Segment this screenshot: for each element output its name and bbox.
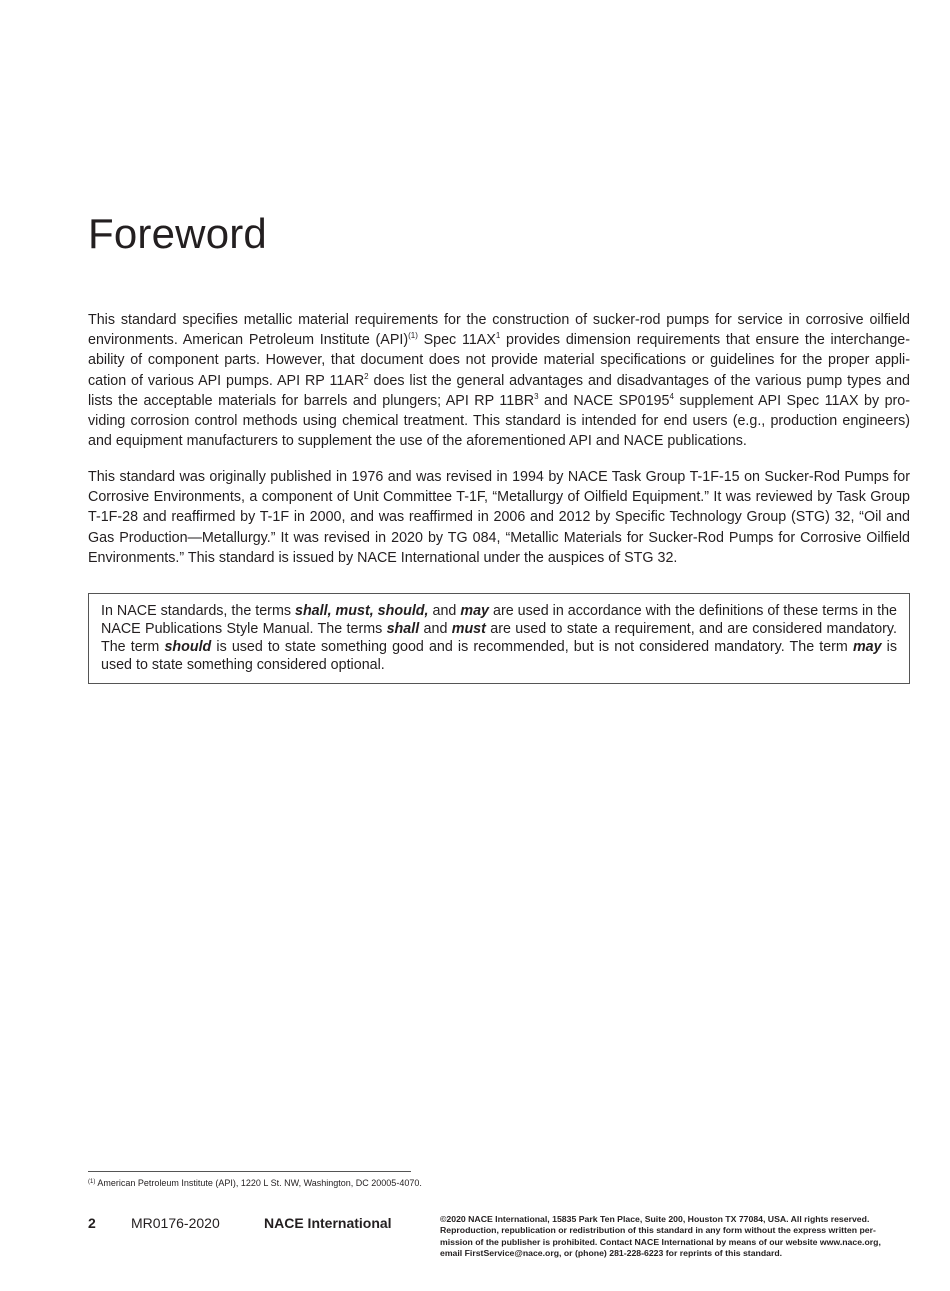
footnote-text: American Petroleum Institute (API), 1220 L St. NW, Washington, DC 20005-4070.	[95, 1178, 422, 1188]
p1-text-b: Spec 11AX	[417, 332, 496, 349]
note-text: In NACE standards, the terms	[101, 603, 295, 619]
reference-1[interactable]: 1	[495, 331, 501, 341]
p1-text-a: This standard specifies metallic material requirements for the construction of sucker-rod pumps for service in corrosive oilfield environments. American Petroleum Institute (API)	[88, 312, 910, 349]
p1-text-f: supplement API Spec 11AX by pro-viding corrosion control methods using chemical treatment. This standard is intended for end users (e.g., production engineers) and equipment manufacturers to supplement the use of the aforementioned API and NACE publications.	[88, 392, 910, 450]
organization-name: NACE International	[264, 1215, 392, 1231]
p1-text-e: and NACE SP0195	[538, 392, 670, 409]
note-keyword: shall	[386, 621, 420, 637]
foreword-paragraph-1	[88, 310, 910, 451]
note-keyword: must	[451, 621, 486, 637]
standard-id: MR0176-2020	[131, 1215, 220, 1231]
footnote-ref-1[interactable]: (1)	[408, 331, 418, 341]
p1-text-c: provides dimension requirements that ensure the interchange-ability of component parts. However, that document does not provide material specifications or guidelines for the proper appli-cation of various API pumps. API RP 11AR	[88, 332, 910, 389]
footnote-divider	[88, 1171, 411, 1172]
note-text: is used to state something considered optional.	[101, 639, 897, 673]
note-text: are used in accordance with the definitions of these terms in the NACE Publications Style Manual. The terms	[101, 603, 897, 637]
foreword-paragraph-2: This standard was originally published in 1976 and was revised in 1994 by NACE Task Group T-1F-15 on Sucker-Rod Pumps for Corrosive Environments, a component of Unit Committee T-1F, “Metallurgy of Oilfield Equipment.” It was reviewed by Task Group T-1F-28 and reaffirmed by T-1F in 2000, and was reaffirmed in 2006 and 2012 by Specific Technology Group (STG) 32, “Oil and Gas Production—Metallurgy.” It was revised in 2020 by TG 084, “Metallic Materials for Sucker-Rod Pumps for Corrosive Oilfield Environments.” This standard is issued by NACE International under the auspices of STG 32.	[88, 469, 910, 566]
note-keyword: should	[164, 639, 212, 655]
p1-text-d: does list the general advantages and disadvantages of the various pump types and lists the acceptable materials for barrels and plungers; API RP 11BR	[88, 372, 910, 409]
reference-2[interactable]: 2	[364, 371, 369, 381]
note-text: are used to state a requirement, and are considered mandatory. The term	[101, 621, 897, 655]
copyright-line: Reproduction, republication or redistribution of this standard in any form without the express written per-	[440, 1225, 876, 1236]
copyright-notice	[440, 1214, 910, 1260]
note-keyword: may	[460, 603, 489, 619]
note-text: is used to state something good and is recommended, but is not considered mandatory. The term	[211, 639, 853, 655]
page-title: Foreword	[88, 210, 267, 257]
terminology-note-box	[88, 593, 910, 684]
note-keyword: may	[852, 639, 882, 655]
reference-4[interactable]: 4	[669, 391, 674, 401]
note-text: and	[419, 621, 452, 637]
copyright-line: email FirstService@nace.org, or (phone) 281-228-6223 for reprints of this standard.	[440, 1248, 783, 1259]
note-keyword: shall, must, should,	[295, 603, 429, 619]
copyright-line: mission of the publisher is prohibited. Contact NACE International by means of our website www.nace.org,	[440, 1236, 881, 1247]
footnote-marker: (1)	[88, 1179, 96, 1185]
reference-3[interactable]: 3	[534, 391, 539, 401]
terminology-note	[101, 602, 897, 674]
page-number: 2	[88, 1215, 96, 1231]
note-text: and	[428, 603, 461, 619]
copyright-line: ©2020 NACE International, 15835 Park Ten Place, Suite 200, Houston TX 77084, USA. All rights reserved.	[440, 1214, 870, 1224]
footnote	[88, 1178, 422, 1188]
